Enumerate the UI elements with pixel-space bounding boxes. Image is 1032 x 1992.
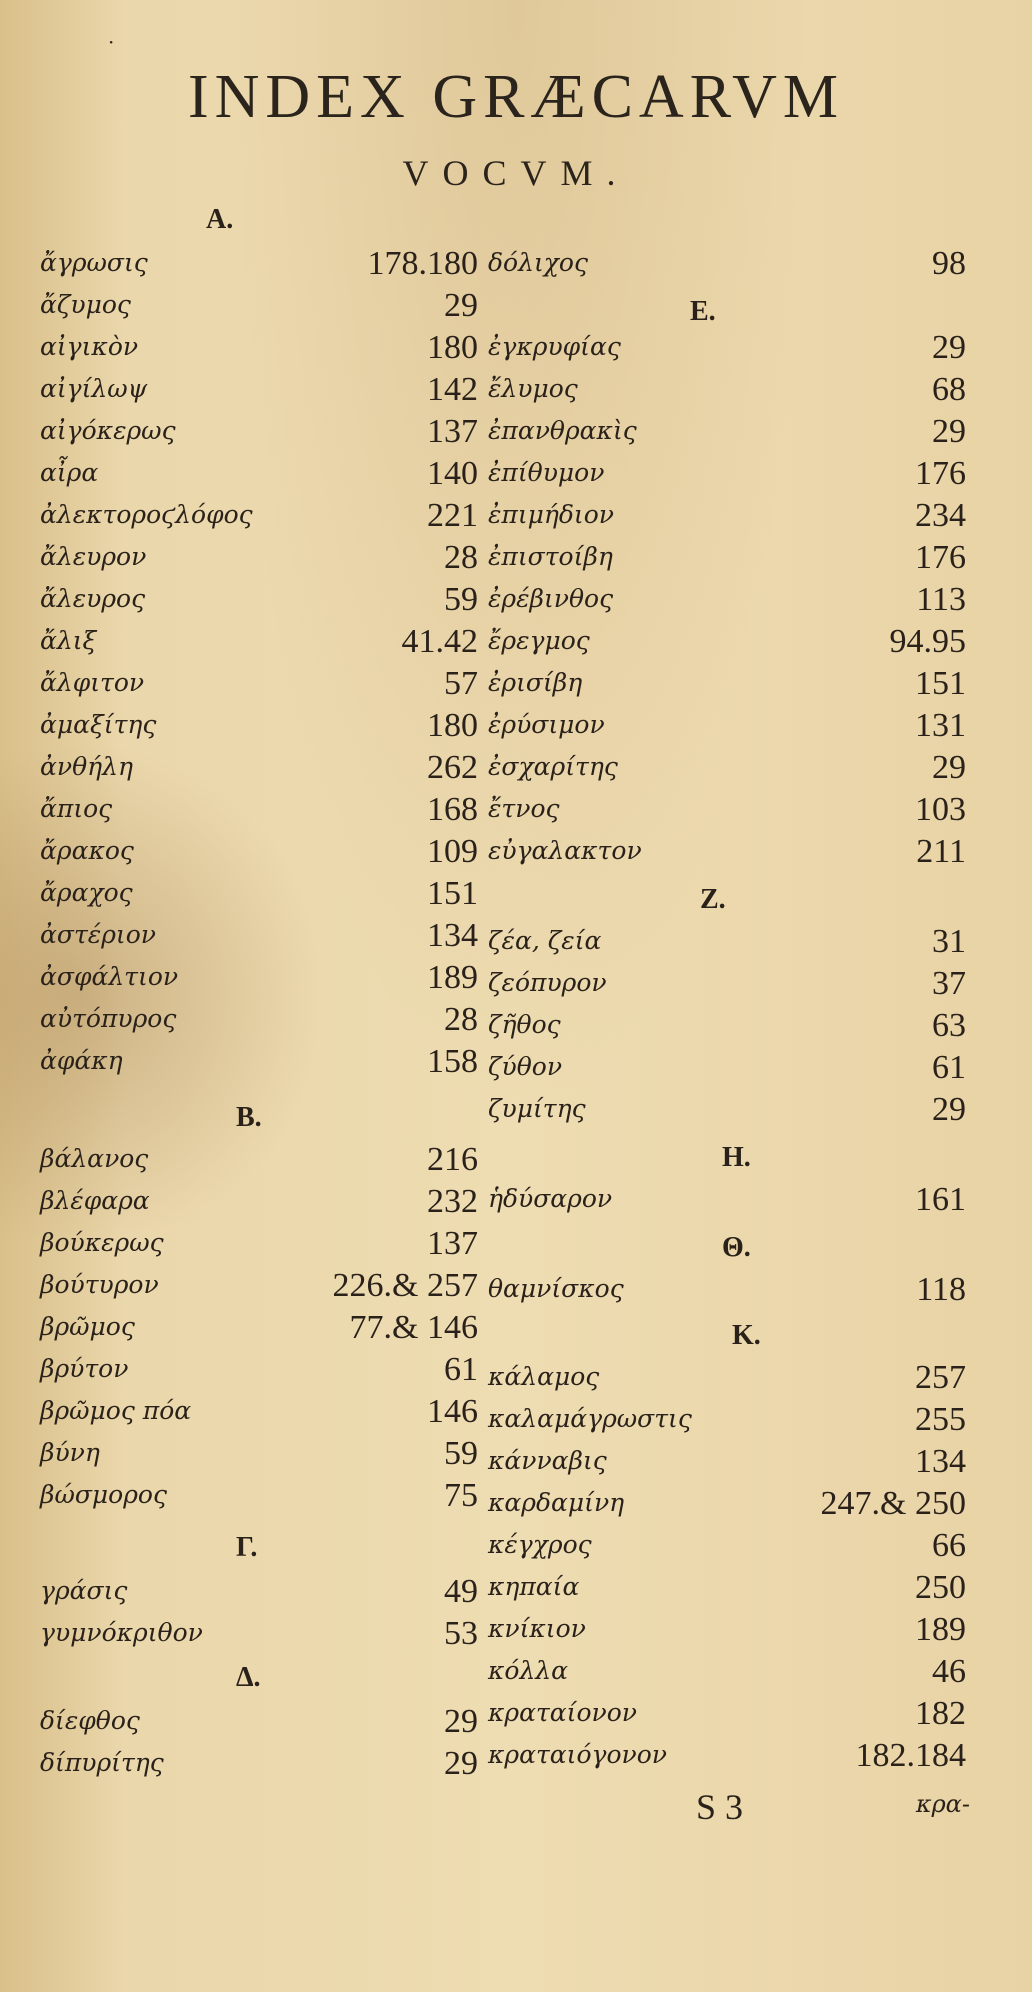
greek-word: δόλιχος xyxy=(488,248,588,277)
index-entry xyxy=(488,923,966,966)
greek-word: ἀφάκη xyxy=(40,1046,123,1075)
index-entry xyxy=(488,1181,966,1224)
page-reference: 29 xyxy=(444,287,478,324)
page-reference: 168 xyxy=(427,791,478,828)
page-reference: 49 xyxy=(444,1573,478,1610)
page-reference: 29 xyxy=(932,1091,966,1128)
page-reference: 216 xyxy=(427,1141,478,1178)
section-heading-eta: H. xyxy=(722,1142,751,1173)
greek-word: θαμνίσκος xyxy=(488,1274,624,1303)
greek-word: δίεφθος xyxy=(40,1706,140,1735)
greek-word: ζεόπυρον xyxy=(488,968,607,997)
page-reference: 75 xyxy=(444,1477,478,1514)
page-reference: 103 xyxy=(915,791,966,828)
page-reference: 61 xyxy=(932,1049,966,1086)
page-reference: 29 xyxy=(444,1745,478,1782)
greek-word: αἰγίλωψ xyxy=(40,374,148,403)
greek-word: ἀσφάλτιον xyxy=(40,962,179,991)
greek-word: βύνη xyxy=(40,1438,100,1467)
greek-word: ἄλιξ xyxy=(40,626,97,655)
page-reference: 151 xyxy=(915,665,966,702)
page-reference: 151 xyxy=(427,875,478,912)
greek-word: ζέα, ζεία xyxy=(488,926,602,955)
greek-word: βλέφαρα xyxy=(40,1186,150,1215)
greek-word: ἐπανθρακὶς xyxy=(488,416,637,445)
page-reference: 182.184 xyxy=(855,1737,966,1774)
page-reference: 113 xyxy=(916,581,966,618)
page-reference: 226.& 257 xyxy=(332,1267,478,1304)
page-reference: 180 xyxy=(427,707,478,744)
page-reference: 131 xyxy=(915,707,966,744)
greek-word: κηπαία xyxy=(488,1572,580,1601)
index-entry xyxy=(488,413,966,456)
greek-word: ἄλευρον xyxy=(40,542,147,571)
index-entry xyxy=(488,1485,966,1528)
greek-word: ἐρισίβη xyxy=(488,668,583,697)
page-reference: 257 xyxy=(915,1359,966,1396)
greek-word: βρύτον xyxy=(40,1354,129,1383)
greek-word: ἔλυμος xyxy=(488,374,578,403)
greek-word: ἄζυμος xyxy=(40,290,131,319)
greek-word: ἐγκρυφίας xyxy=(488,332,621,361)
page-reference: 28 xyxy=(444,1001,478,1038)
page-reference: 94.95 xyxy=(889,623,966,660)
greek-word: ἄγρωσις xyxy=(40,248,148,277)
page-reference: 98 xyxy=(932,245,966,282)
greek-word: κνίκιον xyxy=(488,1614,586,1643)
page-reference: 234 xyxy=(915,497,966,534)
section-heading-z: Z. xyxy=(700,884,726,915)
page-subtitle: VOCVM. xyxy=(402,153,630,193)
signature-mark: S 3 xyxy=(696,1787,744,1827)
greek-word: δίπυρίτης xyxy=(40,1748,164,1777)
index-entry xyxy=(488,1359,966,1402)
greek-word: αὐτόπυρος xyxy=(40,1004,177,1033)
index-entry xyxy=(488,1271,966,1314)
greek-word: ἄπιος xyxy=(40,794,113,823)
greek-word: βάλανος xyxy=(40,1144,149,1173)
index-entry xyxy=(488,965,966,1008)
page-reference: 59 xyxy=(444,581,478,618)
page-reference: 178.180 xyxy=(367,245,478,282)
index-entry xyxy=(488,1569,966,1612)
index-entry xyxy=(488,1611,966,1654)
page-reference: 232 xyxy=(427,1183,478,1220)
greek-word: κάνναβις xyxy=(488,1446,607,1475)
page-reference: 29 xyxy=(932,329,966,366)
index-entry xyxy=(488,791,966,834)
index-entry xyxy=(488,1007,966,1050)
greek-word: ζυμίτης xyxy=(488,1094,586,1123)
page-reference: 109 xyxy=(427,833,478,870)
greek-word: ἐπίθυμον xyxy=(488,458,605,487)
greek-word: κραταιόγονον xyxy=(488,1740,667,1769)
greek-word: καλαμάγρωστις xyxy=(488,1404,692,1433)
greek-word: βούτυρον xyxy=(40,1270,159,1299)
page-reference: 59 xyxy=(444,1435,478,1472)
page-reference: 137 xyxy=(427,1225,478,1262)
page-reference: 118 xyxy=(916,1271,966,1308)
greek-word: βρῶμος xyxy=(40,1312,135,1341)
section-heading-gamma: Γ. xyxy=(236,1532,258,1563)
catchword: κρα- xyxy=(915,1790,970,1818)
greek-word: κραταίονον xyxy=(488,1698,637,1727)
page-reference: 247.& 250 xyxy=(820,1485,966,1522)
greek-word: βρῶμος πόα xyxy=(40,1396,192,1425)
section-heading-delta: Δ. xyxy=(236,1662,261,1693)
greek-word: ἐρέβινθος xyxy=(488,584,614,613)
index-entry xyxy=(488,581,966,624)
page-reference: 53 xyxy=(444,1615,478,1652)
greek-word: ἀμαξίτης xyxy=(40,710,157,739)
greek-word: αἰγόκερως xyxy=(40,416,176,445)
index-entry xyxy=(488,497,966,540)
greek-word: αἰγικὸν xyxy=(40,332,139,361)
index-entry xyxy=(488,623,966,666)
greek-word: ἄλευρος xyxy=(40,584,146,613)
page-title: INDEX GRÆCARVM xyxy=(187,63,845,131)
page-reference: 37 xyxy=(932,965,966,1002)
section-heading-theta: Θ. xyxy=(722,1232,751,1263)
index-entry xyxy=(488,1049,966,1092)
page-reference: 140 xyxy=(427,455,478,492)
section-heading-a: A. xyxy=(206,204,234,235)
page-reference: 161 xyxy=(915,1181,966,1218)
section-heading-e: E. xyxy=(690,296,716,327)
page-reference: 66 xyxy=(932,1527,966,1564)
greek-word: ἄλφιτον xyxy=(40,668,145,697)
greek-word: γράσις xyxy=(40,1576,128,1605)
page-reference: 176 xyxy=(915,455,966,492)
page-reference: 189 xyxy=(915,1611,966,1648)
page-reference: 29 xyxy=(932,413,966,450)
page-reference: 176 xyxy=(915,539,966,576)
page-reference: 41.42 xyxy=(401,623,478,660)
greek-word: ἔρεγμος xyxy=(488,626,590,655)
index-entry xyxy=(488,749,966,792)
page-reference: 68 xyxy=(932,371,966,408)
greek-word: ἀστέριον xyxy=(40,920,156,949)
greek-word: ἡδύσαρον xyxy=(488,1184,613,1213)
greek-word: κάλαμος xyxy=(488,1362,600,1391)
page-reference: 29 xyxy=(444,1703,478,1740)
page-reference: 250 xyxy=(915,1569,966,1606)
index-entry xyxy=(488,833,966,876)
greek-word: ἄραχος xyxy=(40,878,133,907)
page-reference: 189 xyxy=(427,959,478,996)
page-reference: 180 xyxy=(427,329,478,366)
greek-word: γυμνόκριθον xyxy=(40,1618,203,1647)
index-entry xyxy=(488,1401,966,1444)
page-reference: 63 xyxy=(932,1007,966,1044)
index-entry xyxy=(488,1091,966,1134)
greek-word: ἀλεκτοροϛλόφος xyxy=(40,500,253,529)
page-reference: 262 xyxy=(427,749,478,786)
index-entry xyxy=(488,539,966,582)
greek-word: ἀνθήλη xyxy=(40,752,133,781)
greek-word: κέγχρος xyxy=(488,1530,592,1559)
page-reference: 29 xyxy=(932,749,966,786)
page-reference: 221 xyxy=(427,497,478,534)
greek-word: ἔτνος xyxy=(488,794,560,823)
index-entry xyxy=(488,371,966,414)
page-reference: 28 xyxy=(444,539,478,576)
page-reference: 61 xyxy=(444,1351,478,1388)
greek-word: βούκερως xyxy=(40,1228,164,1257)
greek-word: αἶρα xyxy=(40,458,99,487)
greek-word: βώσμορος xyxy=(40,1480,167,1509)
index-entry xyxy=(488,1443,966,1486)
page-reference: 46 xyxy=(932,1653,966,1690)
section-heading-k: K. xyxy=(732,1320,761,1351)
greek-word: εὐγαλακτον xyxy=(488,836,642,865)
page-reference: 137 xyxy=(427,413,478,450)
page-reference: 31 xyxy=(932,923,966,960)
greek-word: ἄρακος xyxy=(40,836,134,865)
page-reference: 57 xyxy=(444,665,478,702)
index-entry xyxy=(488,1527,966,1570)
page-reference: 142 xyxy=(427,371,478,408)
page-reference: 77.& 146 xyxy=(349,1309,478,1346)
index-entry xyxy=(488,329,966,372)
greek-word: ζῆθος xyxy=(488,1010,561,1039)
greek-word: κόλλα xyxy=(488,1656,569,1685)
greek-word: ζύθον xyxy=(488,1052,563,1081)
section-heading-b: B. xyxy=(236,1102,262,1133)
page-reference: 134 xyxy=(427,917,478,954)
index-entry xyxy=(488,1653,966,1696)
greek-word: ἐρύσιμον xyxy=(488,710,605,739)
index-entry xyxy=(488,245,966,288)
page-reference: 182 xyxy=(915,1695,966,1732)
page-reference: 255 xyxy=(915,1401,966,1438)
greek-word: ἐπιμήδιον xyxy=(488,500,614,529)
index-entry xyxy=(488,455,966,498)
index-entry xyxy=(488,1737,966,1780)
greek-word: ἐπιστοίβη xyxy=(488,542,613,571)
page-reference: 146 xyxy=(427,1393,478,1430)
greek-word: ἐσχαρίτης xyxy=(488,752,618,781)
ink-mark: · xyxy=(108,30,115,54)
page-reference: 158 xyxy=(427,1043,478,1080)
index-entry xyxy=(488,1695,966,1738)
page-reference: 211 xyxy=(916,833,966,870)
index-entry xyxy=(488,707,966,750)
greek-word: καρδαμίνη xyxy=(488,1488,625,1517)
page-reference: 134 xyxy=(915,1443,966,1480)
index-entry xyxy=(488,665,966,708)
